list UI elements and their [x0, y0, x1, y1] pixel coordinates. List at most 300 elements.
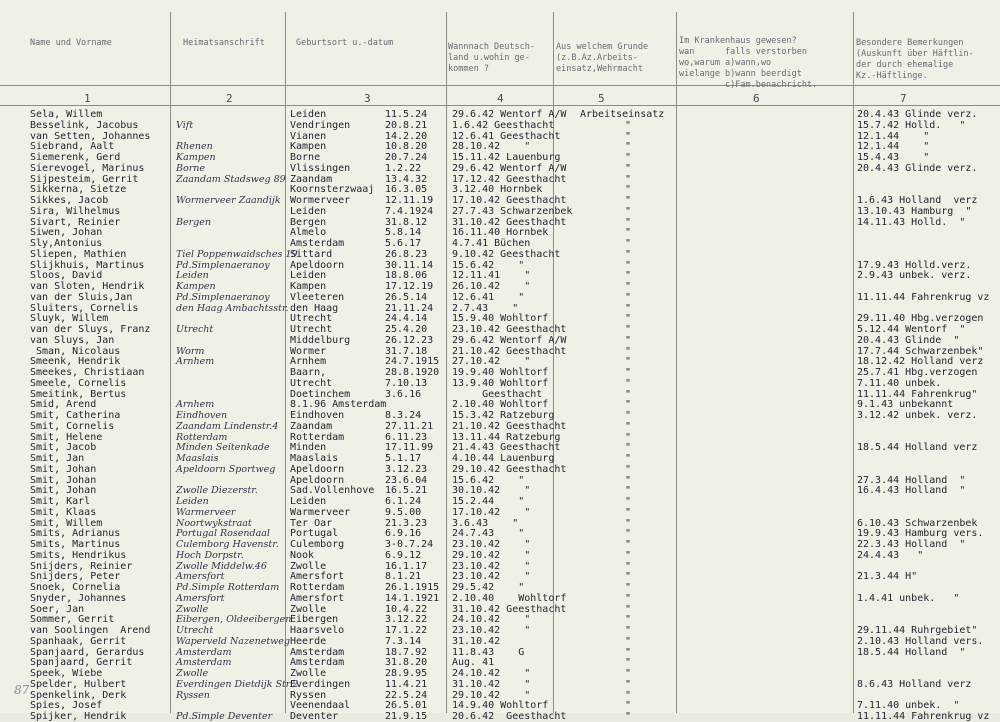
cell-name: Smit, Jacob [30, 442, 97, 454]
cell-ankunft: 13.11.44 Ratzeburg [452, 431, 561, 443]
header-heimat: Heimatsanschrift [183, 38, 265, 48]
cell-ankunft: 23.10.42 " [452, 560, 531, 572]
cell-geburtsort: Leiden [290, 109, 327, 120]
cell-grund: " [625, 270, 632, 282]
header-name: Name und Vorname [30, 38, 112, 48]
cell-geburtsdatum: 5.6.17 [385, 238, 422, 249]
cell-geburtsdatum: 6.9.16 [385, 528, 422, 540]
cell-geburtsdatum: 11.5.24 [385, 109, 428, 120]
cell-bemerkung: 14.11.43 Holld. " [857, 216, 966, 228]
cell-geburtsort: Doetinchem [290, 388, 351, 400]
cell-geburtsdatum: 25.4.20 [385, 324, 428, 335]
cell-geburtsdatum: 5.8.14 [385, 227, 422, 239]
cell-geburtsort: Zwolle [290, 668, 327, 679]
cell-grund: " [625, 474, 632, 486]
cell-geburtsort: Zwolle [290, 560, 327, 572]
cell-bemerkung: 27.3.44 Holland " [857, 474, 966, 486]
cell-geburtsort: Amsterdam [290, 657, 345, 669]
cell-ankunft: 17.12.42 Geesthacht [452, 173, 567, 185]
cell-grund: " [625, 678, 632, 690]
cell-grund: " [625, 517, 632, 529]
cell-name: Slijkhuis, Martinus [30, 259, 145, 271]
cell-ankunft: 15.9.40 Wohltorf [452, 313, 549, 325]
cell-geburtsort: Eibergen [290, 614, 339, 626]
cell-grund: " [625, 238, 632, 249]
cell-geburtsort: Vleeteren [290, 291, 345, 303]
cell-geburtsort: Utrecht [290, 324, 333, 335]
cell-geburtsdatum: 9.5.00 [385, 506, 422, 518]
cell-geburtsdatum: 18.8.06 [385, 270, 428, 282]
cell-geburtsdatum: 27.11.21 [385, 420, 434, 432]
cell-name: Smits, Adrianus [30, 528, 121, 540]
cell-ankunft: 26.10.42 " [452, 281, 531, 292]
cell-geburtsdatum: 3.12.22 [385, 614, 428, 626]
cell-bemerkung: 7.11.40 unbek. [857, 377, 942, 389]
cell-bemerkung: 20.4.43 Glinde " [857, 334, 960, 346]
cell-geburtsdatum: 26.12.23 [385, 334, 434, 346]
cell-geburtsort: Vendringen [290, 119, 351, 131]
cell-geburtsdatum: 30.11.14 [385, 259, 434, 271]
cell-heimat: Kampen [176, 281, 216, 292]
cell-geburtsort: Veenendaal [290, 700, 351, 712]
cell-heimat: Zwolle [176, 603, 209, 615]
cell-geburtsort: Borne [290, 152, 321, 163]
cell-geburtsdatum: 7.4.1924 [385, 205, 434, 217]
cell-heimat: Amsterdam [176, 657, 232, 669]
cell-bemerkung: 1.6.43 Holland verz [857, 195, 978, 206]
cell-grund: " [625, 614, 632, 626]
cell-ankunft: 29.10.42 " [452, 689, 531, 701]
cell-geburtsdatum: 13.4.32 [385, 173, 428, 185]
cell-name: Sivart, Reinier [30, 216, 121, 228]
cell-geburtsdatum: 8.3.24 [385, 410, 422, 421]
cell-name: Sikkes, Jacob [30, 195, 109, 206]
cell-grund: " [625, 560, 632, 572]
cell-bemerkung: 12.1.44 " [857, 141, 930, 153]
cell-grund: " [625, 367, 632, 378]
cell-ankunft: 30.10.42 " [452, 485, 531, 497]
cell-geburtsdatum: 7.10.13 [385, 377, 428, 389]
cell-heimat: Worm [176, 345, 205, 357]
cell-geburtsort: den Haag [290, 302, 339, 314]
cell-geburtsort: Amsterdam [290, 646, 345, 658]
cell-bemerkung: 11.11.44 Fahrenkrug" [857, 388, 978, 400]
cell-grund: " [625, 549, 632, 561]
cell-geburtsort: Amersfort [290, 592, 345, 604]
cell-heimat: Amersfort [176, 571, 225, 583]
cell-heimat: Maaslais [176, 453, 219, 464]
cell-heimat: Rhenen [176, 141, 213, 153]
cell-geburtsort: Culemborg [290, 539, 345, 550]
cell-geburtsort: Almelo [290, 227, 327, 239]
cell-geburtsort: Middelburg [290, 334, 351, 346]
cell-ankunft: 1.6.42 Geesthacht [452, 119, 555, 131]
cell-grund: " [625, 205, 632, 217]
cell-name: Smit, Catherina [30, 410, 121, 421]
cell-grund: " [625, 646, 632, 658]
cell-ankunft: 29.6.42 Wentorf A/W [452, 162, 567, 174]
cell-geburtsdatum: 21.11.24 [385, 302, 434, 314]
cell-bemerkung: 11.11.44 Fahrenkrug vz [857, 291, 990, 303]
cell-grund: " [625, 528, 632, 540]
cell-heimat: Amsterdam [176, 646, 232, 658]
cell-name: Sira, Wilhelmus [30, 205, 121, 217]
cell-ankunft: 20.6.42 Geesthacht [452, 711, 567, 722]
cell-heimat: Eibergen, Oldeeibergen [176, 614, 292, 626]
cell-heimat: Utrecht [176, 324, 214, 335]
column-divider [853, 12, 854, 713]
cell-name: van Sluys, Jan [30, 334, 115, 346]
cell-name: Smit, Johan [30, 463, 97, 475]
cell-name: Spanhaak, Gerrit [30, 635, 127, 647]
cell-heimat: Arnhem [176, 399, 215, 411]
cell-ankunft: 31.10.42 " [452, 678, 531, 690]
cell-ankunft: 16.11.40 Hornbek [452, 227, 549, 239]
cell-name: Snijders, Reinier [30, 560, 133, 572]
cell-bemerkung: 18.5.44 Holland " [857, 646, 966, 658]
cell-geburtsort: Apeldoorn [290, 463, 345, 475]
cell-ankunft: 15.6.42 " [452, 474, 525, 486]
cell-bemerkung: 15.4.43 " [857, 152, 930, 163]
cell-grund: " [625, 506, 632, 518]
cell-heimat: Warmerveer [176, 506, 236, 518]
cell-heimat: Utrecht [176, 625, 214, 636]
cell-name: Smeekes, Christiaan [30, 367, 145, 378]
cell-geburtsort: Arnhem [290, 356, 327, 368]
cell-geburtsort: Wormerveer [290, 195, 351, 206]
cell-ankunft: 24.7.43 " [452, 528, 525, 540]
cell-bemerkung: 22.3.43 Holland " [857, 539, 966, 550]
cell-ankunft: 27.7.43 Schwarzenbek [452, 205, 573, 217]
cell-grund: " [625, 173, 632, 185]
cell-ankunft: Aug. 41 [452, 657, 495, 669]
cell-grund: " [625, 668, 632, 679]
cell-name: van Sloten, Hendrik [30, 281, 145, 292]
column-number: 7 [900, 92, 907, 105]
cell-grund: " [625, 130, 632, 142]
cell-geburtsdatum: 11.4.21 [385, 678, 428, 690]
cell-name: Smit, Willem [30, 517, 103, 529]
cell-geburtsort: Wormer [290, 345, 327, 357]
cell-heimat: Zaandam Lindenstr.4 [176, 420, 279, 432]
cell-heimat: Borne [176, 162, 205, 174]
cell-grund: " [625, 399, 632, 411]
column-number: 5 [598, 92, 605, 105]
cell-ankunft: 4.10.44 Lauenburg [452, 453, 555, 464]
cell-name: van der Sluis,Jan [30, 291, 133, 303]
cell-ankunft: 4.7.41 Büchen [452, 238, 531, 249]
cell-bemerkung: 25.7.41 Hbg.verzogen [857, 367, 978, 378]
cell-bemerkung: 18.5.44 Holland verz [857, 442, 978, 454]
cell-ankunft: 29.6.42 Wentorf A/W [452, 109, 567, 120]
cell-ankunft: 31.10.42 [452, 635, 501, 647]
cell-grund: " [625, 689, 632, 701]
cell-grund: " [625, 313, 632, 325]
cell-geburtsort: Leiden [290, 496, 327, 507]
cell-name: Spelder, Hulbert [30, 678, 127, 690]
cell-grund: " [625, 248, 632, 260]
cell-heimat: Tiel Poppenwaidsches 19 [176, 248, 298, 260]
cell-heimat: Zaandam Stadsweg 89 [176, 173, 286, 185]
cell-name: Smits, Martinus [30, 539, 121, 550]
cell-geburtsort: Kampen [290, 281, 327, 292]
cell-geburtsdatum: 10.4.22 [385, 603, 428, 615]
cell-bemerkung: 8.6.43 Holland verz [857, 678, 972, 690]
cell-ankunft: 31.10.42 Geesthacht [452, 216, 567, 228]
cell-name: Sluiters, Cornelis [30, 302, 139, 314]
cell-geburtsort: Zwolle [290, 603, 327, 615]
cell-geburtsdatum: 17.12.19 [385, 281, 434, 292]
cell-heimat: Apeldoorn Sportweg [176, 463, 276, 475]
cell-grund: " [625, 582, 632, 593]
cell-geburtsdatum: 1.2.22 [385, 162, 422, 174]
column-divider [676, 12, 677, 713]
cell-heimat: Pd.Simplenaeranoy [176, 291, 270, 303]
cell-name: Sliepen, Mathien [30, 248, 127, 260]
cell-heimat: Bergen [176, 216, 211, 228]
cell-geburtsort: Rotterdam [290, 431, 345, 443]
cell-geburtsdatum: 20.7.24 [385, 152, 428, 163]
cell-heimat: Rotterdam [176, 431, 228, 443]
header-rule [0, 105, 1000, 106]
cell-ankunft: Geesthacht [452, 388, 543, 400]
header-geburt: Geburtsort u.-datum [296, 38, 394, 48]
cell-bemerkung: 1.4.41 unbek. " [857, 592, 960, 604]
cell-ankunft: 28.10.42 " [452, 141, 531, 153]
cell-geburtsdatum: 6.11.23 [385, 431, 428, 443]
cell-bemerkung: 17.9.43 Holld.verz. [857, 259, 972, 271]
cell-geburtsdatum: 3-0.7.24 [385, 539, 434, 550]
cell-name: Spies, Josef [30, 700, 103, 712]
cell-name: Smit, Cornelis [30, 420, 115, 432]
cell-geburtsdatum: 17.1.22 [385, 625, 428, 636]
cell-grund: " [625, 463, 632, 475]
cell-heimat: Zwolle Middelw.46 [176, 560, 267, 572]
cell-name: van Soolingen Arend [30, 625, 151, 636]
cell-grund: " [625, 291, 632, 303]
cell-grund: " [625, 259, 632, 271]
cell-heimat: den Haag Ambachtsstr. [176, 302, 289, 314]
cell-bemerkung: 29.11.44 Ruhrgebiet" [857, 625, 978, 636]
cell-ankunft: 3.6.43 " [452, 517, 519, 529]
cell-heimat: Pd.Simplenaeranoy [176, 259, 270, 271]
cell-name: Sijpesteim, Gerrit [30, 173, 139, 185]
cell-geburtsort: Everdingen [290, 678, 351, 690]
cell-heimat: Eindhoven [176, 410, 228, 421]
cell-grund: " [625, 356, 632, 368]
cell-ankunft: 21.4.43 Geesthacht [452, 442, 561, 454]
cell-name: Sloos, David [30, 270, 103, 282]
cell-bemerkung: 11.11.44 Fahrenkrug vz [857, 711, 990, 722]
cell-ankunft: 2.10.40 Wohltorf [452, 399, 549, 411]
cell-name: Smits, Hendrikus [30, 549, 127, 561]
cell-geburtsort: Utrecht [290, 313, 333, 325]
cell-bemerkung: 20.4.43 Glinde verz. [857, 162, 978, 174]
cell-heimat: Portugal Rosendaal [176, 528, 270, 540]
cell-ankunft: 19.9.40 Wohltorf [452, 367, 549, 378]
cell-ankunft: 15.11.42 Lauenburg [452, 152, 561, 163]
cell-heimat: Wormerveer Zaandijk [176, 195, 281, 206]
cell-ankunft: 21.10.42 Geesthacht [452, 345, 567, 357]
cell-geburtsort: Leiden [290, 205, 327, 217]
cell-grund: " [625, 324, 632, 335]
cell-grund: " [625, 216, 632, 228]
cell-grund: " [625, 485, 632, 497]
cell-geburtsort: Nook [290, 549, 315, 561]
cell-geburtsort: Zaandam [290, 420, 333, 432]
cell-heimat: Culemborg Havenstr. [176, 539, 279, 550]
cell-name: Spanjaard, Gerardus [30, 646, 145, 658]
cell-ankunft: 12.6.41 Geesthacht [452, 130, 561, 142]
cell-name: Soer, Jan [30, 603, 85, 615]
cell-name: Speek, Wiebe [30, 668, 103, 679]
cell-geburtsdatum: 3.12.23 [385, 463, 428, 475]
cell-grund: " [625, 184, 632, 196]
cell-name: Sommer, Gerrit [30, 614, 115, 626]
cell-ankunft: 17.10.42 Geesthacht [452, 195, 567, 206]
column-divider [170, 12, 171, 713]
cell-grund: " [625, 496, 632, 507]
cell-name: Smeenk, Hendrik [30, 356, 121, 368]
cell-ankunft: 29.10.42 " [452, 549, 531, 561]
cell-name: Smit, Klaas [30, 506, 97, 518]
cell-geburtsort: Deventer [290, 711, 339, 722]
cell-bemerkung: 20.4.43 Glinde verz. [857, 109, 978, 120]
cell-ankunft: 27.10.42 " [452, 356, 531, 368]
cell-bemerkung: 7.11.40 unbek. " [857, 700, 960, 712]
cell-geburtsdatum: 23.6.04 [385, 474, 428, 486]
cell-geburtsort: Maaslais [290, 453, 339, 464]
cell-grund: " [625, 571, 632, 583]
cell-bemerkung: 2.9.43 unbek. verz. [857, 270, 972, 282]
cell-geburtsdatum: 16.1.17 [385, 560, 428, 572]
cell-geburtsdatum: 24.7.1915 [385, 356, 440, 368]
cell-bemerkung: 2.10.43 Holland vers. [857, 635, 984, 647]
cell-geburtsdatum: 20.8.21 [385, 119, 428, 131]
cell-name: Siwen, Johan [30, 227, 103, 239]
cell-heimat: Leiden [176, 496, 209, 507]
cell-name: Smeitink, Bertus [30, 388, 127, 400]
cell-name: Besselink, Jacobus [30, 119, 139, 131]
cell-name: Spijker, Hendrik [30, 711, 127, 722]
cell-bemerkung: 12.1.44 " [857, 130, 930, 142]
cell-grund: " [625, 345, 632, 357]
cell-geburtsdatum: 6.1.24 [385, 496, 422, 507]
cell-ankunft: 24.10.42 " [452, 668, 531, 679]
cell-ankunft: 17.10.42 " [452, 506, 531, 518]
cell-geburtsort: Ryssen [290, 689, 327, 701]
cell-grund: Arbeitseinsatz [580, 109, 665, 120]
cell-geburtsort: Apeldoorn [290, 259, 345, 271]
cell-geburtsdatum: 18.7.92 [385, 646, 428, 658]
cell-geburtsort: Eindhoven [290, 410, 345, 421]
cell-geburtsdatum: 21.9.15 [385, 711, 428, 722]
cell-heimat: Minden Seitenkade [176, 442, 270, 454]
cell-geburtsort: Sittard [290, 248, 333, 260]
cell-ankunft: 12.11.41 " [452, 270, 531, 282]
cell-bemerkung: 13.10.43 Hamburg " [857, 205, 972, 217]
cell-ankunft: 15.2.44 " [452, 496, 525, 507]
cell-heimat: Vift [176, 119, 194, 131]
cell-geburtsdatum: 6.9.12 [385, 549, 422, 561]
cell-name: Sierevogel, Marinus [30, 162, 145, 174]
cell-ankunft: 23.10.42 " [452, 571, 531, 583]
cell-name: Sman, Nicolaus [30, 345, 121, 357]
header-bemerkungen: Besondere Bemerkungen (Auskunft über Häftlin- der durch ehemalige Kz.-Häftlinge. [856, 38, 974, 81]
cell-bemerkung: 5.12.44 Wentorf " [857, 324, 966, 335]
cell-heimat: Leiden [176, 270, 209, 282]
cell-geburtsort: Zaandam [290, 173, 333, 185]
cell-name: Spanjaard, Gerrit [30, 657, 133, 669]
cell-ankunft: 15.3.42 Ratzeburg [452, 410, 555, 421]
cell-name: Siebrand, Aalt [30, 141, 115, 153]
cell-ankunft: 29.10.42 Geesthacht [452, 463, 567, 475]
cell-grund: " [625, 410, 632, 421]
page-number-mark: 87 [14, 683, 30, 697]
cell-name: Spenkelink, Derk [30, 689, 127, 701]
cell-grund: " [625, 377, 632, 389]
cell-grund: " [625, 302, 632, 314]
cell-geburtsort: Amsterdam [290, 238, 345, 249]
cell-geburtsort: Baarn, [290, 367, 327, 378]
column-divider [285, 12, 286, 713]
cell-ankunft: 2.10.40 Wohltorf [452, 592, 567, 604]
cell-geburtsdatum: 26.5.14 [385, 291, 428, 303]
cell-grund: " [625, 119, 632, 131]
column-number: 1 [84, 92, 91, 105]
cell-heimat: Hoch Dorpstr. [176, 549, 244, 561]
cell-geburtsort: 8.1.96 Amsterdam [290, 399, 387, 411]
cell-geburtsdatum: 22.5.24 [385, 689, 428, 701]
cell-ankunft: 21.10.42 Geesthacht [452, 420, 567, 432]
column-divider [446, 12, 447, 713]
cell-name: Siemerenk, Gerd [30, 152, 121, 163]
cell-geburtsort: Utrecht [290, 377, 333, 389]
cell-bemerkung: 3.12.42 unbek. verz. [857, 410, 978, 421]
cell-ankunft: 9.10.42 Geesthacht [452, 248, 561, 260]
cell-grund: " [625, 281, 632, 292]
header-krankenhaus: Im Krankenhaus gewesen? wan falls verstorben wo,warum a)wann,wo wielange b)wann beerdigt c)Fam.benachricht. [679, 36, 818, 90]
cell-ankunft: 23.10.42 " [452, 625, 531, 636]
cell-bemerkung: 6.10.43 Schwarzenbek [857, 517, 978, 529]
cell-heimat: Amersfort [176, 592, 225, 604]
cell-geburtsort: Minden [290, 442, 327, 454]
cell-grund: " [625, 227, 632, 239]
cell-grund: " [625, 603, 632, 615]
cell-grund: " [625, 141, 632, 153]
cell-heimat: Ryssen [176, 689, 210, 701]
cell-grund: " [625, 431, 632, 443]
cell-heimat: Waperveld Nazenetweg [176, 635, 290, 647]
cell-name: Smit, Johan [30, 474, 97, 486]
cell-geburtsdatum: 8.1.21 [385, 571, 422, 583]
cell-bemerkung: 18.12.42 Holland verz [857, 356, 984, 368]
cell-geburtsort: Vlissingen [290, 162, 351, 174]
cell-geburtsort: Leiden [290, 270, 327, 282]
cell-geburtsdatum: 16.5.21 [385, 485, 428, 497]
cell-geburtsdatum: 3.6.16 [385, 388, 422, 400]
cell-ankunft: 31.10.42 Geesthacht [452, 603, 567, 615]
cell-name: Smit, Karl [30, 496, 91, 507]
cell-heimat: Pd.Simple Rotterdam [176, 582, 280, 593]
cell-name: Smid, Arend [30, 399, 97, 411]
header-wann: Wannnach Deutsch- land u.wohin ge- kommen ? [448, 42, 535, 74]
cell-geburtsdatum: 26.1.1915 [385, 582, 440, 593]
cell-geburtsdatum: 7.3.14 [385, 635, 422, 647]
cell-grund: " [625, 539, 632, 550]
cell-geburtsdatum: 14.2.20 [385, 130, 428, 142]
cell-name: Smeele, Cornelis [30, 377, 127, 389]
